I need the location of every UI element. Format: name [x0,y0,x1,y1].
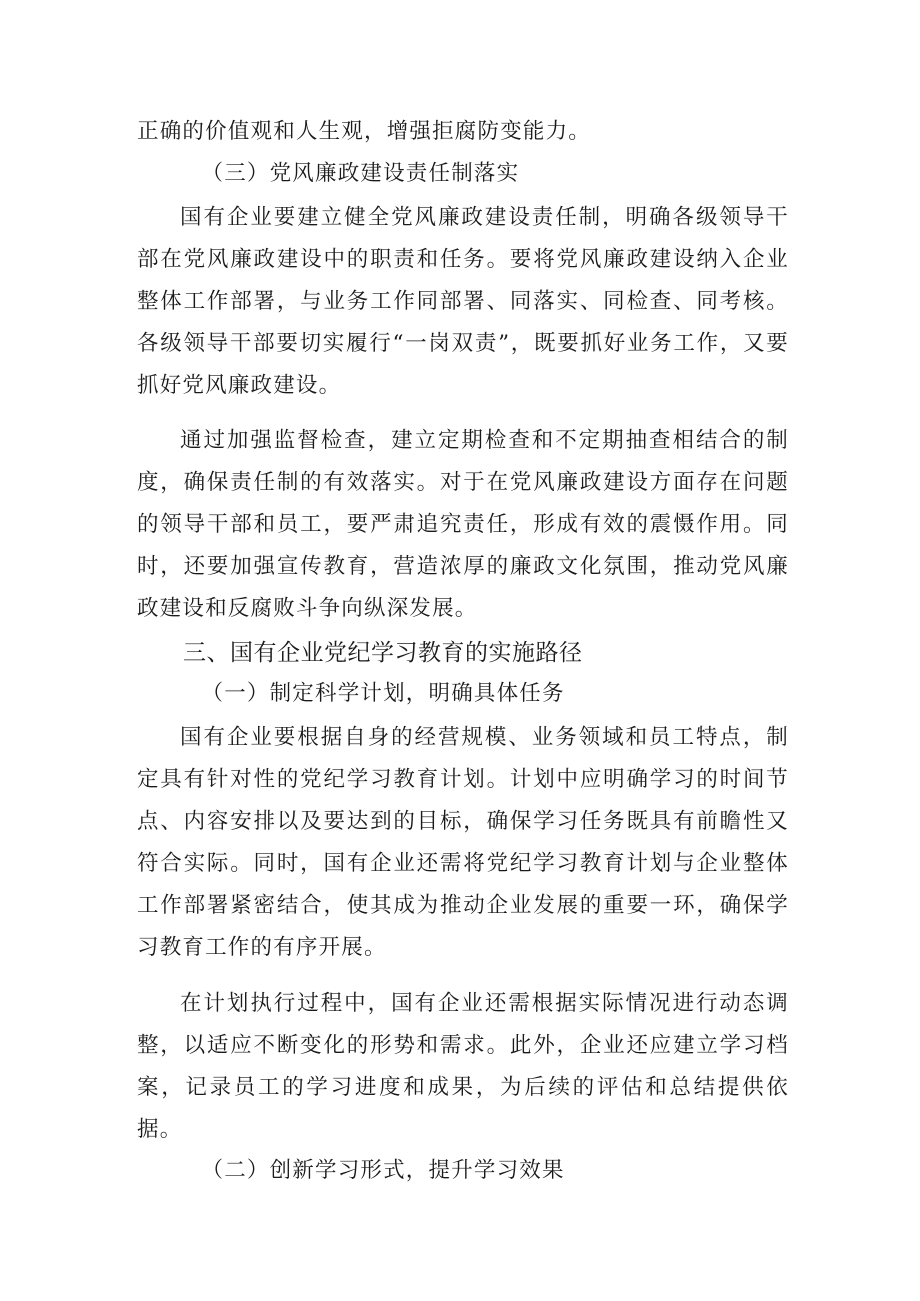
continuation-paragraph: 正确的价值观和人生观，增强拒腐防变能力。 [137,119,592,144]
paragraph-supervision: 通过加强监督检查，建立定期检查和不定期抽查相结合的制度，确保责任制的有效落实。对于在党风廉政建设方面存在问题的领导干部和员工，要严肃追究责任，形成有效的震慑作用。同时，还要加强宣传教育，营造浓厚的廉政文化氛围，推动党风廉政建设和反腐败斗争向纵深发展。 [137,428,789,621]
section-heading-3: 三、国有企业党纪学习教育的实施路径 [183,640,583,666]
subsection-heading-1: （一）制定科学计划，明确具体任务 [201,681,565,706]
subsection-heading-2: （二）创新学习形式，提升学习效果 [201,1158,565,1183]
subsection-heading-3: （三）党风廉政建设责任制落实 [201,161,520,186]
paragraph-execution: 在计划执行过程中，国有企业还需根据实际情况进行动态调整，以适应不断变化的形势和需求。此外，企业还应建立学习档案，记录员工的学习进度和成果，为后续的评估和总结提供依据。 [137,991,789,1142]
paragraph-responsibility: 国有企业要建立健全党风廉政建设责任制，明确各级领导干部在党风廉政建设中的职责和任务。要将党风廉政建设纳入企业整体工作部署，与业务工作同部署、同落实、同检查、同考核。各级领导干部要切实履行“一岗双责”，既要抓好业务工作，又要抓好党风廉政建设。 [137,205,789,398]
paragraph-plan: 国有企业要根据自身的经营规模、业务领域和员工特点，制定具有针对性的党纪学习教育计划。计划中应明确学习的时间节点、内容安排以及要达到的目标，确保学习任务既具有前瞻性又符合实际。同时，国有企业还需将党纪学习教育计划与企业整体工作部署紧密结合，使其成为推动企业发展的重要一环，确保学习教育工作的有序开展。 [137,725,789,960]
